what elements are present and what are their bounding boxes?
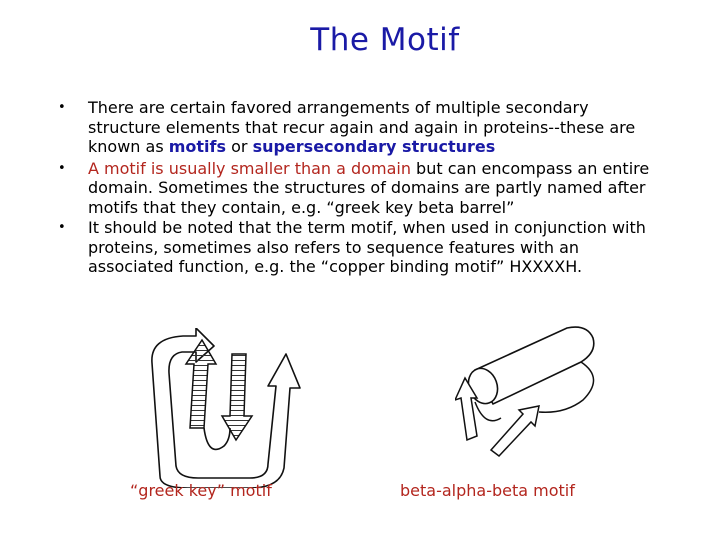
bullet-text: or: [226, 137, 253, 156]
bullet-item: [55, 159, 655, 218]
slide-title: The Motif: [310, 22, 460, 58]
beta-alpha-beta-diagram: [455, 318, 625, 468]
strand-arrow: [491, 406, 539, 456]
strand-down-arrow: [222, 354, 252, 440]
bullet-dot-icon: •: [58, 220, 66, 235]
highlight-term: motifs: [168, 137, 227, 156]
highlight-phrase: A motif is usually smaller than a domain: [88, 158, 411, 178]
bullet-list: [55, 98, 655, 277]
greek-key-caption: “greek key” motif: [130, 481, 272, 500]
bullet-dot-icon: •: [58, 160, 66, 176]
beta-alpha-beta-caption: beta-alpha-beta motif: [400, 481, 575, 500]
bullet-item: [55, 98, 655, 157]
highlight-term: supersecondary structures: [252, 137, 496, 156]
bullet-dot-icon: •: [58, 100, 66, 115]
bullet-item: [55, 218, 655, 277]
bullet-text: It should be noted that the term motif, when used in conjunction with proteins, sometimes also refers to sequence features with an associated function, e.g. the “copper binding motif” HXXXXH.: [88, 218, 646, 276]
bullet-text: but can encompass an entire domain. Sometimes the structures of domains are partly named after motifs that they contain, e.g. “greek key beta barrel”: [88, 158, 650, 217]
greek-key-diagram: [138, 328, 328, 488]
strand-up-arrow: [186, 340, 216, 428]
bullet-text: There are certain favored arrangements of multiple secondary structure elements that recur again and again in proteins--these are known as: [88, 98, 636, 156]
